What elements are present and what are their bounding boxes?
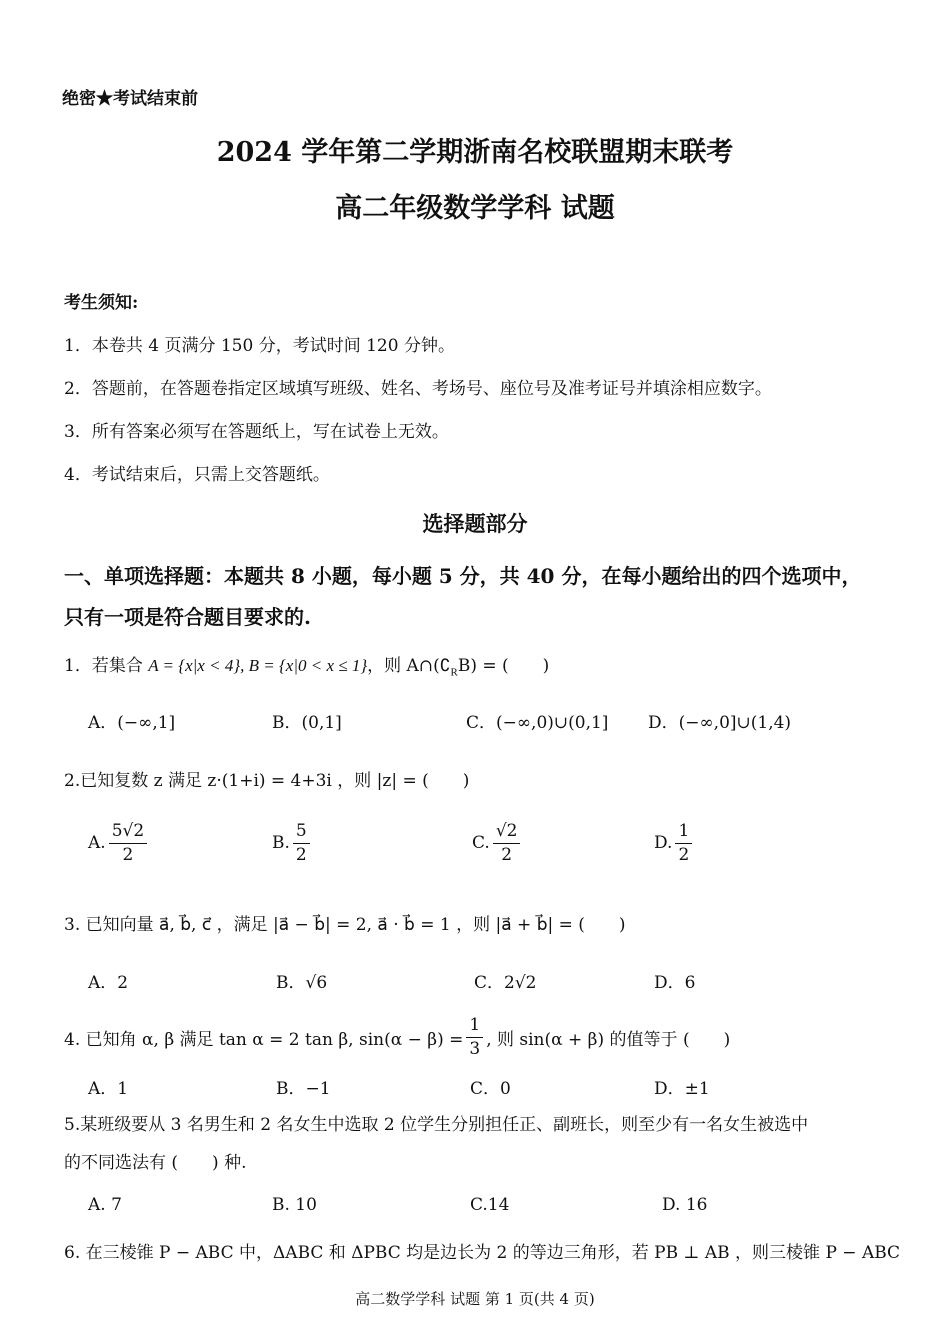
q4-option-d: D．±1 xyxy=(654,1079,710,1099)
question-1-prefix: 1．若集合 xyxy=(64,656,143,676)
q2-option-b-fraction xyxy=(293,822,310,864)
q2-option-c xyxy=(472,822,523,864)
fraction-denominator: 2 xyxy=(122,844,134,865)
notice-item: 3．所有答案必须写在答题纸上，写在试卷上无效。 xyxy=(64,422,449,442)
question-4-stem-pre: 4. 已知角 α, β 满足 tan α = 2 tan β, sin(α − β) = xyxy=(64,1029,464,1050)
fraction-numerator: 1 xyxy=(466,1016,483,1038)
question-4 xyxy=(64,1016,730,1058)
q4-option-a: A．1 xyxy=(88,1079,129,1099)
part-heading: 只有一项是符合题目要求的. xyxy=(64,605,311,629)
question-1-tail2: B) = ( ) xyxy=(457,656,550,676)
q3-option-d: D．6 xyxy=(654,973,696,993)
notice-item: 4．考试结束后，只需上交答题纸。 xyxy=(64,465,330,485)
q5-option-a: A. 7 xyxy=(88,1195,122,1215)
question-1-sub: R xyxy=(450,666,458,679)
q2-option-d-label: D. xyxy=(654,833,673,854)
part-heading: 一、单项选择题：本题共 8 小题，每小题 5 分，共 40 分，在每小题给出的四个选项中， xyxy=(64,564,862,588)
q2-option-a-label: A. xyxy=(88,833,106,854)
fraction-denominator: 2 xyxy=(678,844,690,865)
question-1 xyxy=(64,651,549,678)
exam-title: 2024 学年第二学期浙南名校联盟期末联考 xyxy=(216,137,734,168)
exam-subtitle: 高二年级数学学科 试题 xyxy=(335,193,615,224)
fraction-numerator: 5 xyxy=(293,822,310,844)
notice-item: 1．本卷共 4 页满分 150 分，考试时间 120 分钟。 xyxy=(64,336,455,356)
question-1-stem: A = {x|x < 4}, B = {x|0 < x ≤ 1} xyxy=(148,656,368,675)
fraction-denominator: 2 xyxy=(295,844,307,865)
q2-option-c-label: C. xyxy=(472,833,490,854)
q1-option-d: D．(−∞,0]∪(1,4) xyxy=(648,713,792,733)
q4-option-b: B．−1 xyxy=(276,1079,331,1099)
q2-option-a-fraction xyxy=(109,822,147,864)
q2-option-d-fraction xyxy=(675,822,692,864)
question-4-fraction xyxy=(466,1016,483,1058)
fraction-denominator: 3 xyxy=(469,1038,481,1059)
fraction-denominator: 2 xyxy=(501,844,513,865)
q4-option-c: C．0 xyxy=(470,1079,511,1099)
question-5: 5.某班级要从 3 名男生和 2 名女生中选取 2 位学生分别担任正、副班长，则至少有一名女生被选中 xyxy=(64,1115,809,1135)
q3-option-a: A．2 xyxy=(88,973,129,993)
fraction-numerator: 1 xyxy=(675,822,692,844)
question-4-stem-post: , 则 sin(α + β) 的值等于 ( ) xyxy=(486,1029,731,1050)
fraction-numerator: 5√2 xyxy=(109,822,147,844)
q5-option-b: B. 10 xyxy=(272,1195,317,1215)
q5-option-c: C.14 xyxy=(470,1195,510,1215)
q1-option-c: C．(−∞,0)∪(0,1] xyxy=(466,713,609,733)
q2-option-a xyxy=(88,822,150,864)
q3-option-c: C．2√2 xyxy=(474,973,537,993)
question-2: 2.已知复数 z 满足 z·(1+i) = 4+3i ，则 |z| = ( ) xyxy=(64,771,470,791)
q2-option-b-label: B. xyxy=(272,833,290,854)
secret-label: 绝密★考试结束前 xyxy=(62,89,198,109)
notice-item: 2．答题前，在答题卷指定区域填写班级、姓名、考场号、座位号及准考证号并填涂相应数字。 xyxy=(64,379,772,399)
notice-heading: 考生须知: xyxy=(64,293,139,313)
fraction-numerator: √2 xyxy=(493,822,521,844)
q2-option-d xyxy=(654,822,695,864)
q5-option-d: D. 16 xyxy=(662,1195,708,1215)
question-6: 6. 在三棱锥 P − ABC 中，ΔABC 和 ΔPBC 均是边长为 2 的等边三角形，若 PB ⊥ AB ，则三棱锥 P − ABC xyxy=(64,1243,901,1263)
question-5-line2: 的不同选法有 ( ) 种. xyxy=(64,1153,247,1173)
question-1-tail: ，则 A∩(∁ xyxy=(367,656,451,676)
question-3: 3. 已知向量 a⃗, b⃗, c⃗ ，满足 |a⃗ − b⃗| = 2, a⃗ · b⃗ = 1 ，则 |a⃗ + b⃗| = ( ) xyxy=(64,915,626,935)
q2-option-b xyxy=(272,822,313,864)
q2-option-c-fraction xyxy=(493,822,521,864)
q1-option-a: A．(−∞,1] xyxy=(88,713,176,733)
section-title: 选择题部分 xyxy=(422,511,528,536)
q1-option-b: B．(0,1] xyxy=(272,713,342,733)
q3-option-b: B．√6 xyxy=(276,973,328,993)
page-footer: 高二数学学科 试题 第 1 页(共 4 页) xyxy=(355,1290,595,1308)
